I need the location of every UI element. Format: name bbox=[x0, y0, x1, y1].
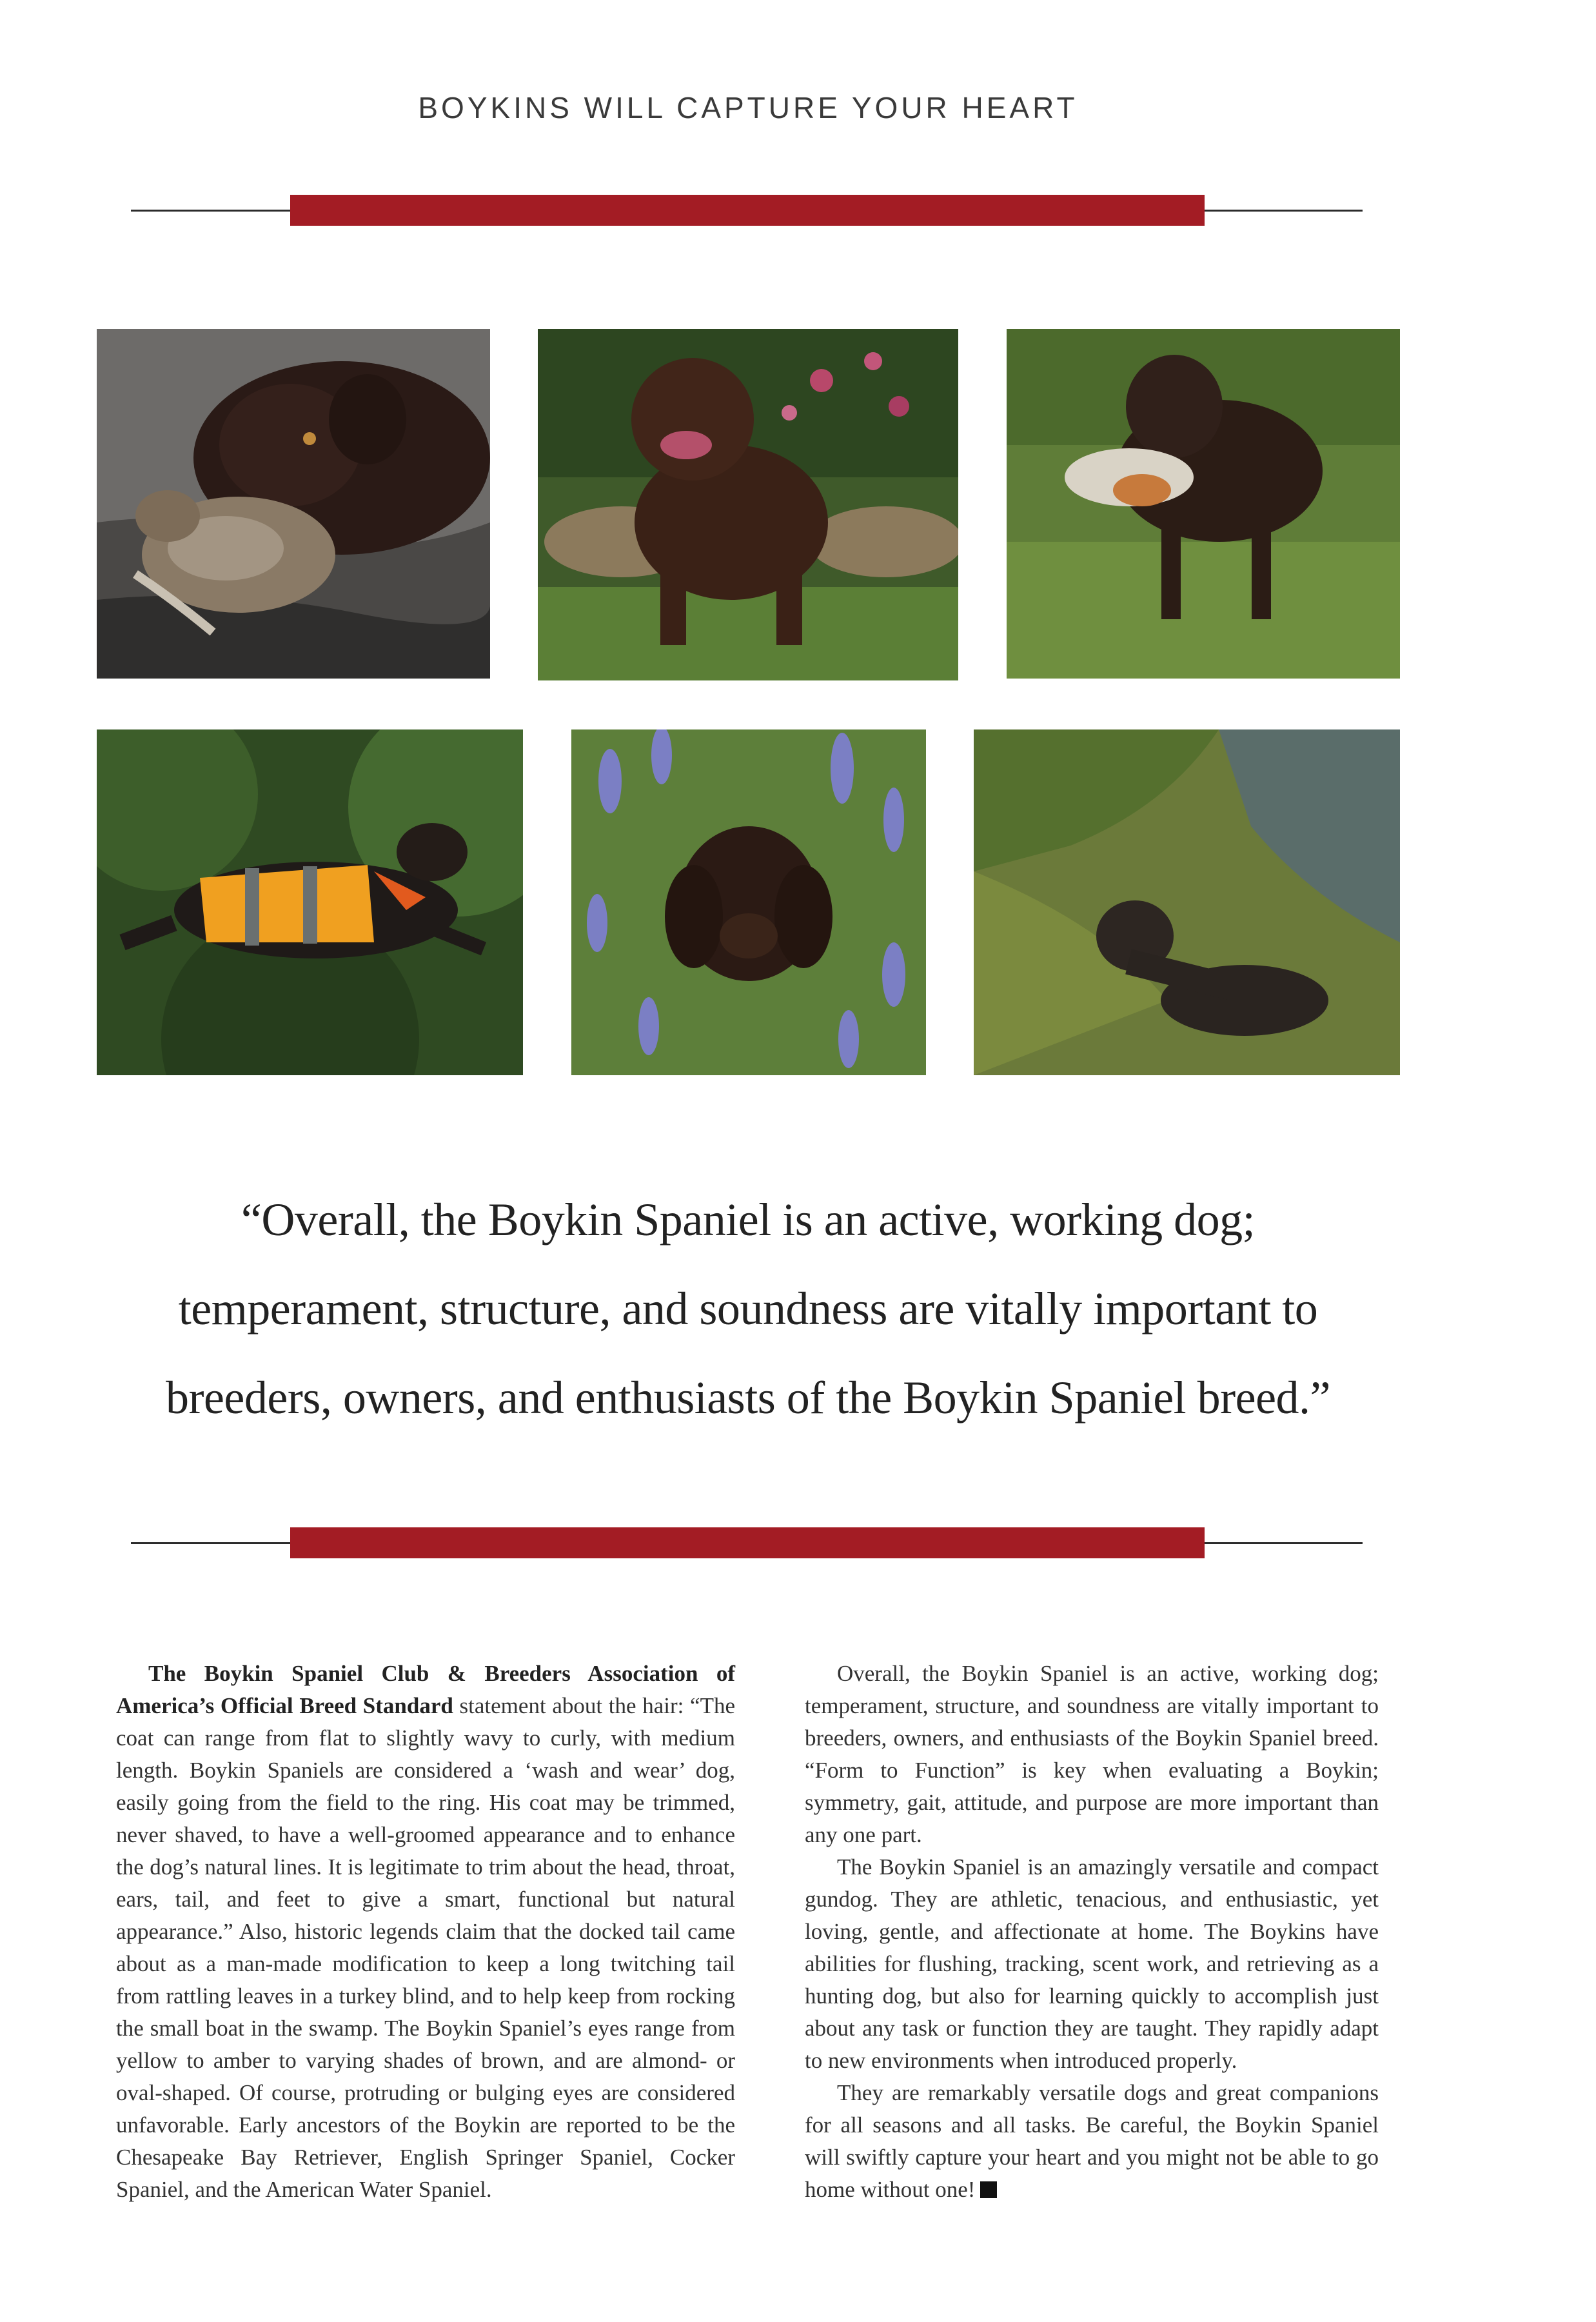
photo-puppy-in-bluebonnets bbox=[571, 729, 926, 1075]
article-column-left bbox=[116, 1658, 735, 2206]
photo-dog-jumping-in-life-vest bbox=[97, 729, 523, 1075]
divider-accent-bar bbox=[290, 195, 1205, 226]
article-paragraph: The Boykin Spaniel is an amazingly versatile and compact gundog. They are athletic, tenacious, and enthusiastic, yet loving, gentle, and affectionate at home. The Boykins have abilities for flushing, tracking, scent work, and retrieving as a hunting dog, but also for learning quickly to accomplish just about any task or function they are taught. They rapidly adapt to new environments when introduced properly. bbox=[805, 1854, 1379, 2073]
bottom-divider bbox=[131, 1527, 1363, 1558]
photo-dog-standing-in-garden bbox=[538, 329, 958, 680]
photo-dog-wading-at-pond-edge bbox=[974, 729, 1400, 1075]
article-text: They are remarkably versatile dogs and great companions for all seasons and all tasks. Be careful, the Boykin Spaniel will swiftly capture your heart and you might not be able to go home without one! bbox=[805, 2080, 1379, 2202]
photo-dog-retrieving-duck-in-water bbox=[97, 329, 490, 679]
article-text: statement about the hair: “The coat can range from flat to slightly wavy to curly, with medium length. Boykin Spaniels are considered a ‘wash and wear’ dog, easily going from the field to the ring. His coat may be trimmed, never shaved, to have a well-groomed appearance and to enhance the dog’s natural lines. It is legitimate to trim about the head, throat, ears, tail, and feet to give a smart, functional but natural appearance.” Also, historic legends claim that the docked tail came about as a man-made modification to keep a long twitching tail from rattling leaves in a turkey blind, and to help keep from rocking the small boat in the swamp. The Boykin Spaniel’s eyes range from yellow to amber to varying shades of brown, and are almond- or oval-shaped. Of course, protruding or bulging eyes are considered unfavorable. Early ancestors of the Boykin are reported to be the Chesapeake Bay Retriever, English Springer Spaniel, Cocker Spaniel, and the American Water Spaniel. bbox=[116, 1693, 735, 2202]
end-mark-icon bbox=[980, 2181, 997, 2198]
page-header-title: BOYKINS WILL CAPTURE YOUR HEART bbox=[418, 91, 1078, 124]
article-lead-in: The Boykin Spaniel Club & Breeders Association of America’s Official Breed Standard bbox=[116, 1661, 735, 1718]
pull-quote-line: “Overall, the Boykin Spaniel is an active, working dog; bbox=[241, 1194, 1256, 1245]
article-paragraph: Overall, the Boykin Spaniel is an active, working dog; temperament, structure, and soundness are vitally important to breeders, owners, and enthusiasts of the Boykin Spaniel breed. “Form to Function” is key when evaluating a Boykin; symmetry, gait, attitude, and purpose are more important than any one part. bbox=[805, 1661, 1379, 1847]
pull-quote bbox=[103, 1175, 1393, 1442]
article-column-right bbox=[805, 1658, 1379, 2206]
top-divider bbox=[131, 195, 1363, 226]
divider-accent-bar bbox=[290, 1527, 1205, 1558]
article-paragraph bbox=[116, 1658, 735, 2206]
photo-dog-carrying-bird-in-grass bbox=[1007, 329, 1400, 679]
article-paragraph bbox=[805, 2077, 1379, 2206]
pull-quote-line: temperament, structure, and soundness are vitally important to bbox=[178, 1283, 1318, 1335]
pull-quote-line: breeders, owners, and enthusiasts of the Boykin Spaniel breed.” bbox=[165, 1372, 1330, 1424]
